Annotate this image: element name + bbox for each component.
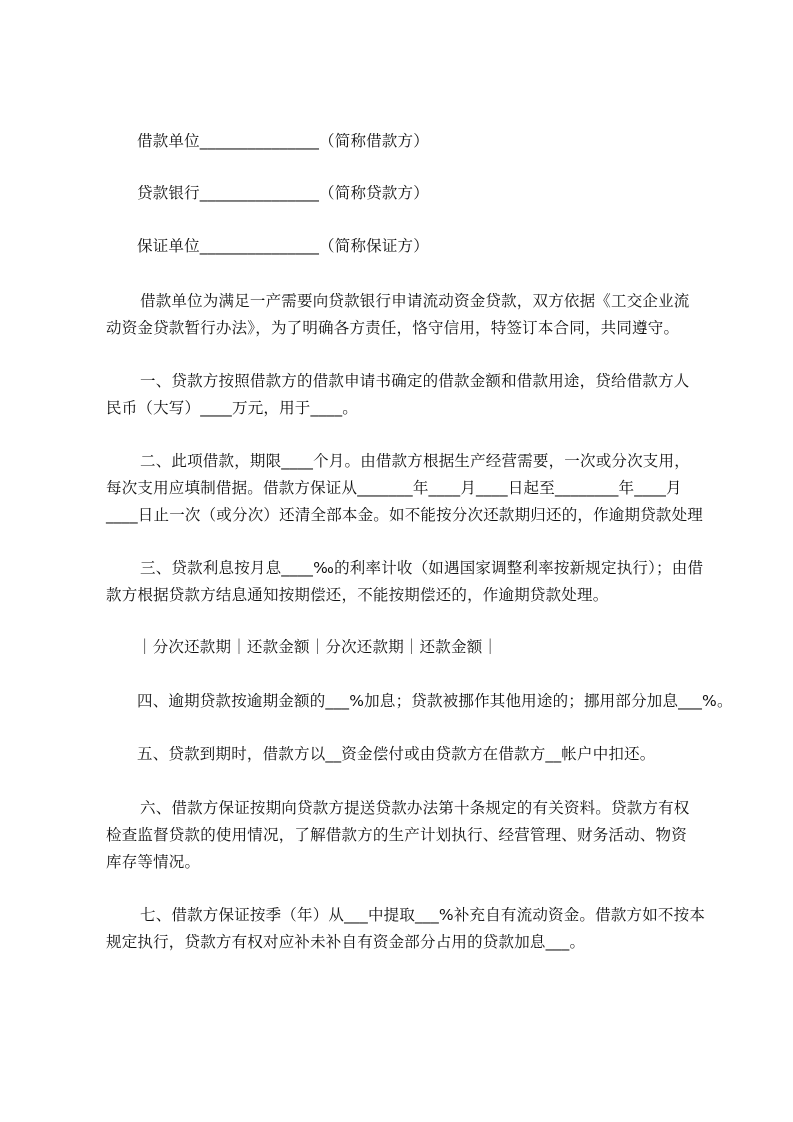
- clause-6-line-3: 库存等情况。: [106, 853, 201, 871]
- repayment-schedule-row: ｜分次还款期｜还款金额｜分次还款期｜还款金额｜: [137, 638, 499, 656]
- lender-line: 贷款银行_______________（简称贷款方）: [137, 184, 429, 202]
- clause-2-line-2: 每次支用应填制借据。借款方保证从_______年____月____日起至________年____月: [106, 479, 682, 497]
- clause-2-line-1: 二、此项借款，期限____个月。由借款方根据生产经营需要，一次或分次支用，: [140, 452, 690, 470]
- clause-3-line-2: 款方根据贷款方结息通知按期偿还，不能按期偿还的，作逾期贷款处理。: [106, 586, 609, 604]
- guarantor-line: 保证单位_______________（简称保证方）: [137, 237, 429, 255]
- clause-6-line-2: 检查监督贷款的使用情况，了解借款方的生产计划执行、经营管理、财务活动、物资: [106, 826, 687, 844]
- clause-7-line-2: 规定执行，贷款方有权对应补未补自有资金部分占用的贷款加息___。: [106, 933, 586, 951]
- clause-1-line-1: 一、贷款方按照借款方的借款申请书确定的借款金额和借款用途，贷给借款方人: [140, 372, 690, 390]
- clause-2-line-3: ____日止一次（或分次）还清全部本金。如不能按分次还款期归还的，作逾期贷款处理: [106, 506, 704, 524]
- clause-1-line-2: 民币（大写）____万元，用于____。: [106, 399, 359, 417]
- preamble-line-2: 动资金贷款暂行办法》，为了明确各方责任，恪守信用，特签订本合同，共同遵守。: [106, 319, 680, 337]
- clause-4-line-1: 四、逾期贷款按逾期金额的___%加息；贷款被挪作其他用途的；挪用部分加息___%。: [137, 692, 733, 710]
- clause-6-line-1: 六、借款方保证按期向贷款方提送贷款办法第十条规定的有关资料。贷款方有权: [140, 799, 690, 817]
- preamble-line-1: 借款单位为满足一产需要向贷款银行申请流动资金贷款，双方依据《工交企业流: [140, 292, 690, 310]
- borrower-line: 借款单位_______________（简称借款方）: [137, 132, 429, 150]
- clause-5-line-1: 五、贷款到期时，借款方以__资金偿付或由贷款方在借款方__帐户中扣还。: [137, 745, 656, 763]
- clause-3-line-1: 三、贷款利息按月息____‰的利率计收（如遇国家调整利率按新规定执行）；由借: [140, 559, 704, 577]
- clause-7-line-1: 七、借款方保证按季（年）从___中提取___%补充自有流动资金。借款方如不按本: [140, 906, 706, 924]
